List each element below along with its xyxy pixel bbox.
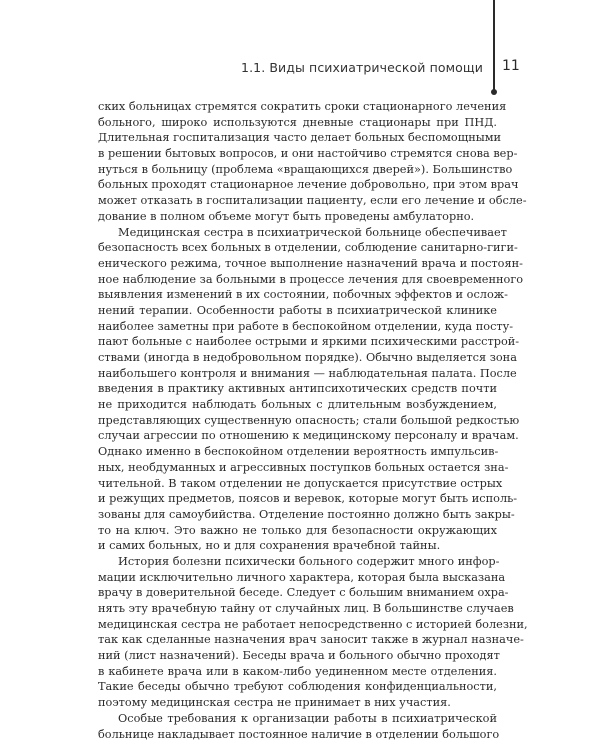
header-vertical-rule <box>493 0 495 93</box>
text-line: енического режима, точное выполнение назначений врача и постоян- <box>98 256 523 270</box>
text-line: ний (лист назначений). Беседы врача и больного обычно проходят <box>98 649 500 663</box>
text-line: ствами (иногда в недобровольном порядке). Обычно выделяется зона <box>98 351 517 364</box>
text-line: введения в практику активных антипсихотических средств почти <box>98 382 497 396</box>
text-line: наибольшего контроля и внимания — наблюдательная палата. После <box>98 366 517 380</box>
text-line: безопасность всех больных в отделении, соблюдение санитарно-гиги- <box>98 241 518 255</box>
text-line: случаи агрессии по отношению к медицинскому персоналу и врачам. <box>98 429 519 443</box>
text-line: нуться в больницу (проблема «вращающихся дверей»). Большинство <box>98 162 513 176</box>
text-line: медицинская сестра не работает непосредственно с историей болезни, <box>98 617 528 631</box>
text-line: ских больницах стремятся сократить сроки стационарного лечения <box>98 100 507 113</box>
text-line: в кабинете врача или в каком-либо уединенном месте отделения. <box>98 664 497 678</box>
text-line: Длительная госпитализация часто делает больных беспомощными <box>98 131 502 145</box>
text-line: ных, необдуманных и агрессивных поступков больных остается зна- <box>98 460 509 474</box>
text-line: так как сделанные назначения врач заносит также в журнал назначе- <box>98 633 524 647</box>
text-line: в решении бытовых вопросов, и они настойчиво стремятся снова вер- <box>98 147 518 161</box>
body-text <box>98 99 528 742</box>
paragraph <box>98 99 527 225</box>
text-line: то на ключ. Это важно не только для безопасности окружающих <box>98 523 497 537</box>
text-line: История болезни психически больного содержит много инфор- <box>118 554 500 568</box>
text-line: нять эту врачебную тайну от случайных лиц. В большинстве случаев <box>98 602 514 615</box>
text-line: мации исключительно личного характера, которая была высказана <box>98 570 506 584</box>
text-line: больнице накладывает постоянное наличие в отделении большого <box>98 727 500 741</box>
text-line: нений терапии. Особенности работы в психиатрической клинике <box>98 303 497 317</box>
text-line: может отказать в госпитализации пациенту, если его лечение и обсле- <box>98 194 527 208</box>
text-line: дование в полном объеме могут быть проведены амбулаторно. <box>98 209 475 223</box>
text-line: наиболее заметны при работе в беспокойном отделении, куда посту- <box>98 319 514 333</box>
text-line: Медицинская сестра в психиатрической больнице обеспечивает <box>118 225 507 239</box>
paragraph <box>98 711 500 742</box>
text-line: больного, широко используются дневные стационары при ПНД. <box>98 115 497 129</box>
text-line: Особые требования к организации работы в психиатрической <box>118 711 497 725</box>
text-line: Такие беседы обычно требуют соблюдения конфиденциальности, <box>98 680 497 694</box>
text-line: больных проходят стационарное лечение добровольно, при этом врач <box>98 178 519 192</box>
header-rule-dot <box>491 89 497 95</box>
text-line: чительной. В таком отделении не допускается присутствие острых <box>98 476 503 490</box>
paragraph <box>98 554 528 711</box>
text-line: и самих больных, но и для сохранения врачебной тайны. <box>98 539 441 553</box>
text-line: поэтому медицинская сестра не принимает в них участия. <box>98 696 451 710</box>
text-line: ное наблюдение за больными в процессе лечения для своевременного <box>98 272 524 286</box>
text-line: Однако именно в беспокойном отделении вероятность импульсив- <box>98 445 499 459</box>
text-line: не приходится наблюдать больных с длительным возбуждением, <box>98 398 497 412</box>
page-number: 11 <box>502 58 520 74</box>
text-line: пают больные с наиболее острыми и яркими психическими расстрой- <box>98 335 520 349</box>
text-line: выявления изменений в их состоянии, побочных эффектов и ослож- <box>98 288 508 302</box>
text-line: зованы для самоубийства. Отделение постоянно должно быть закры- <box>98 507 515 521</box>
text-line: и режущих предметов, поясов и веревок, которые могут быть исполь- <box>98 492 518 506</box>
running-header-title: 1.1. Виды психиатрической помощи <box>241 60 483 75</box>
text-line: представляющих существенную опасность; стали большой редкостью <box>98 413 520 427</box>
text-line: врачу в доверительной беседе. Следует с большим вниманием охра- <box>98 586 509 600</box>
paragraph <box>98 225 524 554</box>
